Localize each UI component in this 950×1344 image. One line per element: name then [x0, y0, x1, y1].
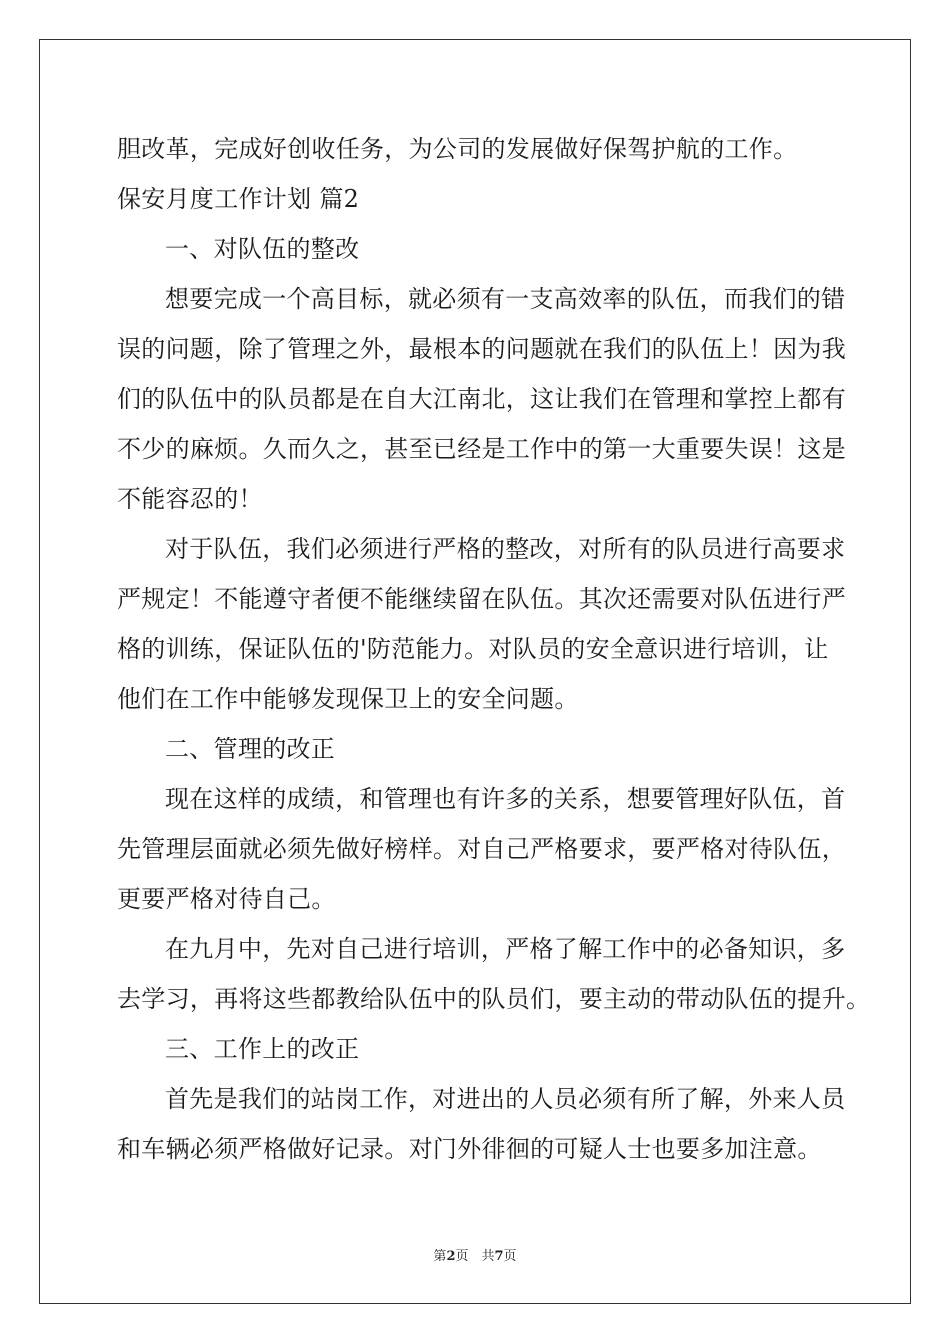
text-line: 对于队伍，我们必须进行严格的整改，对所有的队员进行高要求 — [165, 535, 846, 563]
text-line: 格的训练，保证队伍的'防范能力。对队员的安全意识进行培训，让 — [117, 635, 829, 663]
footer-current-page: 2 — [446, 1249, 456, 1264]
footer-total-pages: 7 — [494, 1249, 504, 1264]
text-line: 误的问题，除了管理之外，最根本的问题就在我们的队伍上！因为我 — [117, 335, 846, 363]
text-line: 在九月中，先对自己进行培训，严格了解工作中的必备知识，多 — [165, 935, 846, 963]
text-line: 他们在工作中能够发现保卫上的安全问题。 — [117, 685, 579, 713]
page-footer — [0, 1245, 950, 1264]
text-line: 想要完成一个高目标，就必须有一支高效率的队伍，而我们的错 — [165, 285, 846, 313]
text-line: 二、管理的改正 — [165, 735, 336, 763]
footer-prefix: 第 — [433, 1249, 447, 1264]
text-line: 和车辆必须严格做好记录。对门外徘徊的可疑人士也要多加注意。 — [117, 1135, 822, 1163]
text-line: 三、工作上的改正 — [165, 1035, 360, 1063]
text-line: 们的队伍中的队员都是在自大江南北，这让我们在管理和掌控上都有 — [117, 385, 846, 413]
text-line: 不能容忍的！ — [117, 485, 263, 513]
text-line: 保安月度工作计划 篇2 — [117, 185, 360, 213]
text-line: 现在这样的成绩，和管理也有许多的关系，想要管理好队伍，首 — [165, 785, 846, 813]
text-line: 严规定！不能遵守者便不能继续留在队伍。其次还需要对队伍进行严 — [117, 585, 846, 613]
text-line: 一、对队伍的整改 — [165, 235, 360, 263]
text-line: 胆改革，完成好创收任务，为公司的发展做好保驾护航的工作。 — [117, 135, 798, 163]
document-body — [117, 124, 871, 1174]
text-line: 首先是我们的站岗工作，对进出的人员必须有所了解，外来人员 — [165, 1085, 846, 1113]
text-line: 先管理层面就必须先做好榜样。对自己严格要求，要严格对待队伍， — [117, 835, 846, 863]
text-line: 去学习，再将这些都教给队伍中的队员们，要主动的带动队伍的提升。 — [117, 985, 871, 1013]
footer-mid: 页 共 — [455, 1249, 495, 1264]
footer-suffix: 页 — [503, 1249, 517, 1264]
text-line: 更要严格对待自己。 — [117, 885, 336, 913]
text-line: 不少的麻烦。久而久之，甚至已经是工作中的第一大重要失误！这是 — [117, 435, 846, 463]
